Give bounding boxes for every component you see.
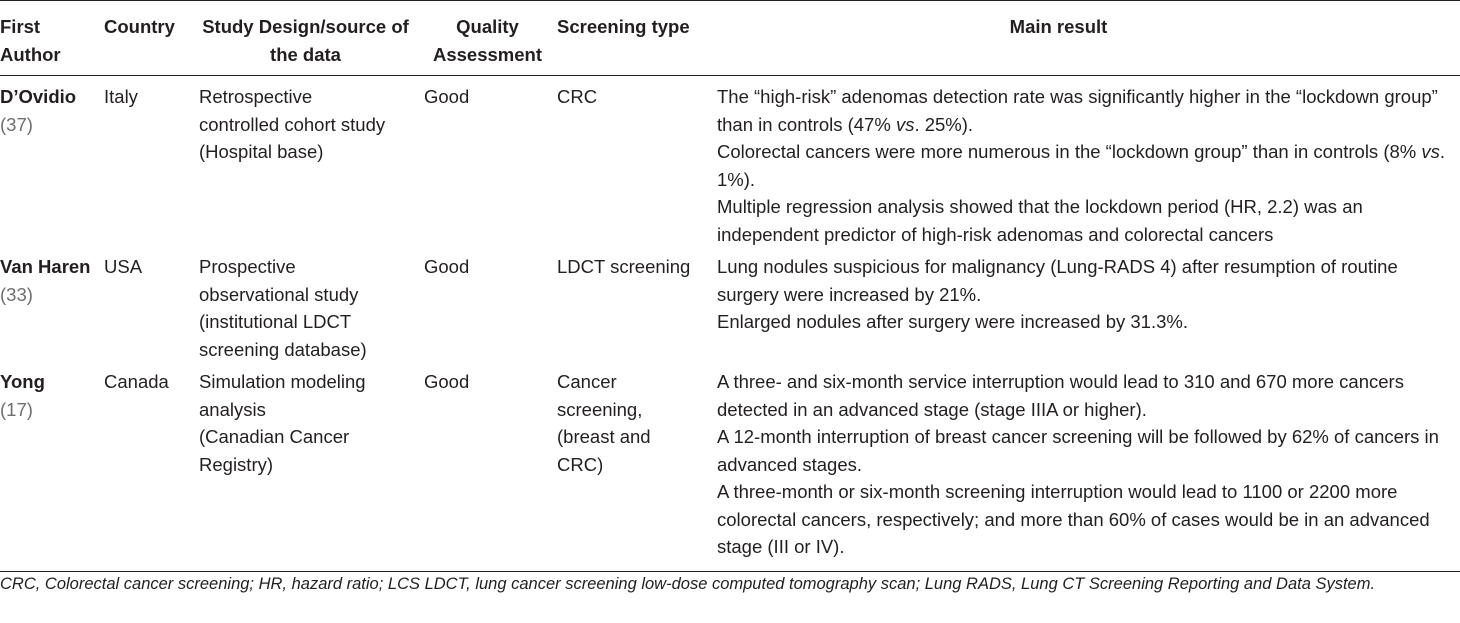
result-item bbox=[717, 138, 1456, 193]
result-text: The “high-risk” adenomas detection rate was significantly higher in the “lockdown group” than in controls (47% bbox=[717, 86, 1438, 135]
result-text-end: . 1%). bbox=[717, 141, 1445, 190]
cell-country: Italy bbox=[104, 86, 138, 107]
cell-main-result bbox=[717, 365, 1460, 571]
result-item bbox=[717, 368, 1456, 423]
header-row bbox=[0, 1, 1460, 76]
result-item bbox=[717, 478, 1456, 561]
author-name: D’Ovidio bbox=[0, 86, 77, 107]
cell-main-result bbox=[717, 250, 1460, 365]
header-screening-type: Screening type bbox=[557, 16, 690, 37]
study-design-line: (institutional LDCT bbox=[199, 311, 352, 332]
table-row bbox=[0, 76, 1460, 251]
author-name: Van Haren bbox=[0, 256, 91, 277]
cell-screening-type bbox=[557, 76, 717, 251]
cell-country: USA bbox=[104, 256, 143, 277]
screening-type-line: CRC bbox=[557, 86, 598, 107]
result-text: Colorectal cancers were more numerous in the “lockdown group” than in controls (8% bbox=[717, 141, 1422, 162]
reference-link: (37) bbox=[0, 113, 33, 135]
cell-study-design bbox=[199, 76, 424, 251]
result-text: A three- and six-month service interruption would lead to 310 and 670 more cancers detected in an advanced stage (stage IIIA or higher). bbox=[717, 371, 1404, 420]
study-design-line: Retrospective bbox=[199, 86, 313, 107]
study-design-line: screening database) bbox=[199, 338, 367, 360]
result-item bbox=[717, 308, 1456, 336]
result-emphasis: vs bbox=[1421, 141, 1440, 162]
cell-quality: Good bbox=[424, 256, 470, 277]
screening-type-line: CRC) bbox=[557, 453, 604, 475]
study-design-line: Prospective bbox=[199, 256, 296, 277]
result-text: Enlarged nodules after surgery were increased by 31.3%. bbox=[717, 311, 1188, 332]
reference-link: (33) bbox=[0, 283, 33, 305]
result-item bbox=[717, 193, 1456, 248]
study-design-line: (Canadian Cancer bbox=[199, 426, 350, 447]
cell-screening-type bbox=[557, 365, 717, 571]
author-name: Yong bbox=[0, 371, 45, 392]
result-emphasis: vs bbox=[895, 113, 915, 135]
cell-author bbox=[0, 76, 104, 251]
header-country: Country bbox=[104, 16, 175, 37]
cell-author bbox=[0, 365, 104, 571]
study-design-line: Registry) bbox=[199, 453, 274, 475]
cell-quality: Good bbox=[424, 86, 470, 107]
table-body bbox=[0, 76, 1460, 572]
study-design-line: Simulation modeling bbox=[199, 371, 366, 392]
cell-study-design bbox=[199, 250, 424, 365]
study-design-line: observational study bbox=[199, 283, 359, 305]
result-item bbox=[717, 83, 1456, 138]
cell-screening-type bbox=[557, 250, 717, 365]
table-footnote: CRC, Colorectal cancer screening; HR, hazard ratio; LCS LDCT, lung cancer screening low-dose computed tomography scan; Lung RADS, Lung CT Screening Reporting and Data System. bbox=[0, 575, 1376, 593]
study-design-line: (Hospital base) bbox=[199, 141, 324, 162]
result-text: Lung nodules suspicious for malignancy (Lung-RADS 4) after resumption of routine surgery were increased by 21%. bbox=[717, 256, 1398, 305]
table-row bbox=[0, 250, 1460, 365]
result-item bbox=[717, 253, 1456, 308]
reference-link: (17) bbox=[0, 398, 33, 420]
result-text: Multiple regression analysis showed that the lockdown period (HR, 2.2) was an independent predictor of high-risk adenomas and colorectal cancers bbox=[717, 196, 1363, 245]
screening-type-line: LDCT screening bbox=[557, 256, 691, 277]
screening-type-line: (breast and bbox=[557, 426, 651, 447]
result-text-end: . 25%). bbox=[914, 113, 974, 135]
table-row bbox=[0, 365, 1460, 571]
result-item bbox=[717, 423, 1456, 478]
result-text: A three-month or six-month screening interruption would lead to 1100 or 2200 more colorectal cancers, respectively; and more than 60% of cases would be in an advanced stage (III or IV). bbox=[717, 481, 1430, 557]
screening-type-line: screening, bbox=[557, 398, 643, 420]
study-design-line: controlled cohort study bbox=[199, 113, 386, 135]
header-main-result: Main result bbox=[1009, 16, 1108, 37]
header-quality-assessment: Quality Assessment bbox=[432, 16, 542, 65]
cell-quality: Good bbox=[424, 371, 470, 392]
cell-main-result bbox=[717, 76, 1460, 251]
header-study-design: Study Design/source of the data bbox=[202, 16, 409, 65]
header-first-author: First Author bbox=[0, 16, 61, 65]
study-design-line: analysis bbox=[199, 398, 266, 420]
cell-country: Canada bbox=[104, 371, 169, 392]
cell-study-design bbox=[199, 365, 424, 571]
screening-type-line: Cancer bbox=[557, 371, 617, 392]
cell-author bbox=[0, 250, 104, 365]
result-text: A 12-month interruption of breast cancer screening will be followed by 62% of cancers in advanced stages. bbox=[717, 426, 1439, 475]
